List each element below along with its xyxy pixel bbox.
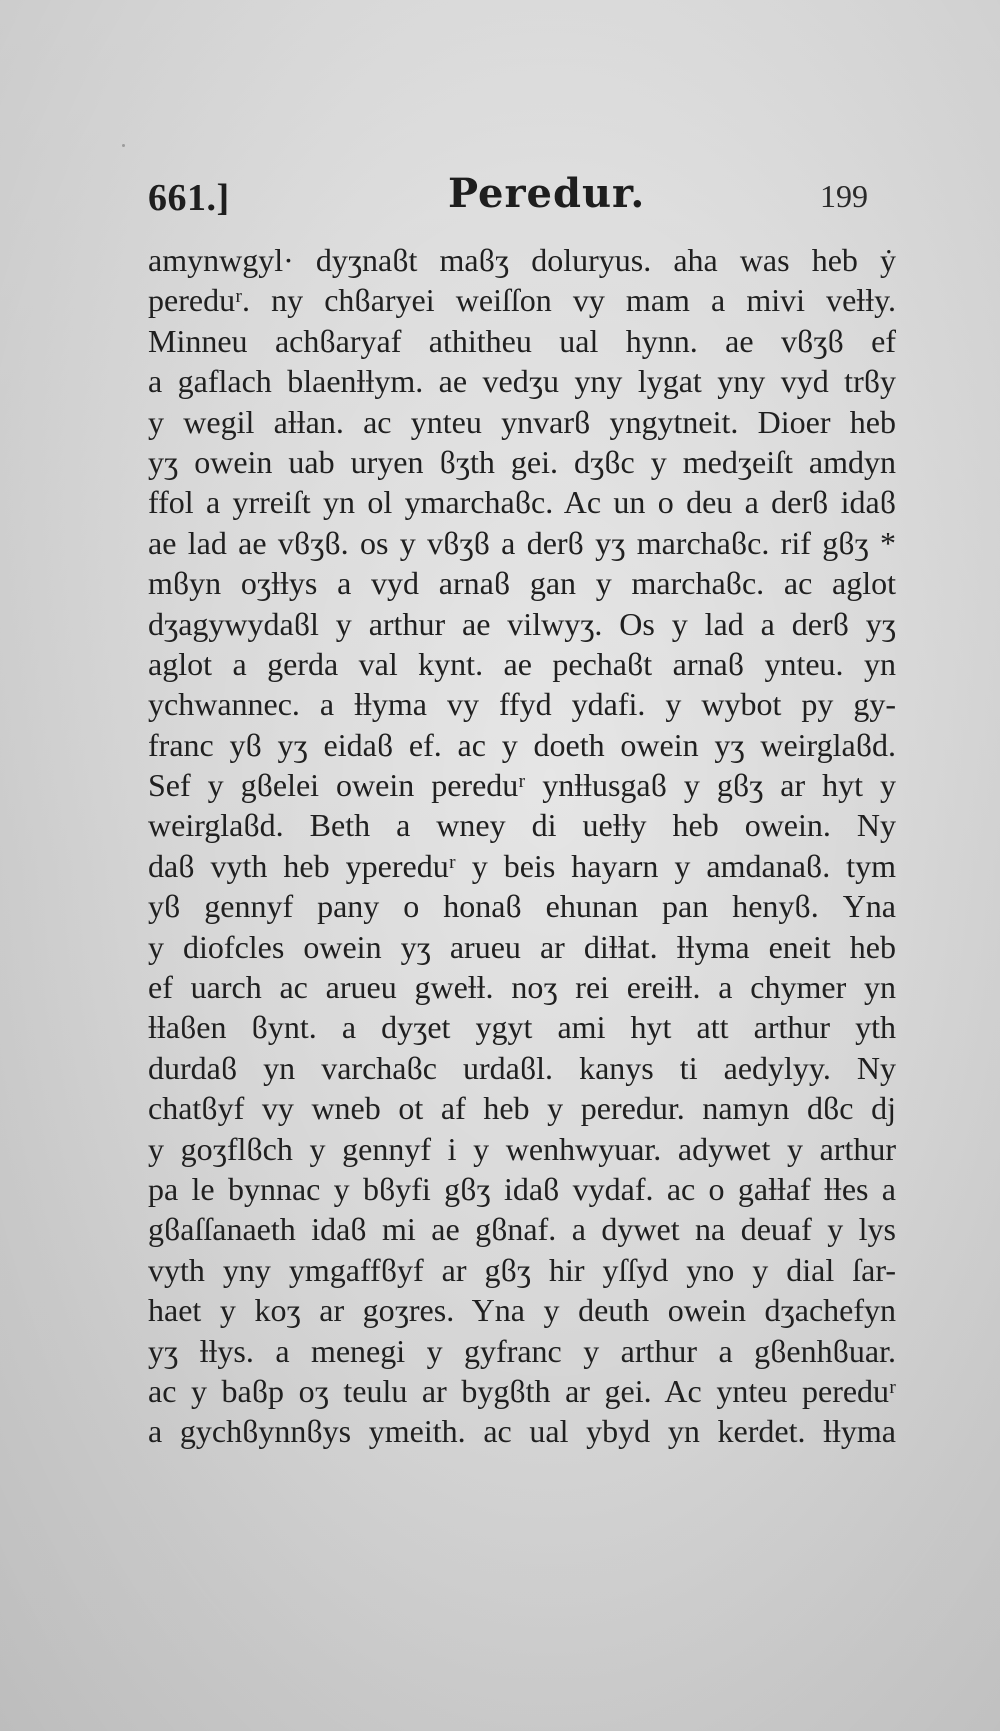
paper-speck	[122, 144, 125, 147]
text-line: Minneu achϐaryaf athitheu ual hynn. ae vϐʒϐ ef	[148, 322, 896, 359]
text-line: vyth yny ymgaffϐyf ar gϐʒ hir yſſyd yno y dial ſar-	[148, 1251, 896, 1288]
text-line: haet y koʒ ar goʒres. Yna y deuth owein dʒachefyn	[148, 1292, 896, 1329]
text-line: yϐ gennyf pany o honaϐ ehunan pan henyϐ. Yna	[148, 888, 896, 925]
text-line: a gaflach blaenƚƚym. ae vedʒu yny lygat yny vyd trϐy	[148, 363, 896, 400]
text-line: ac y baϐp oʒ teulu ar bygϐth ar gei. Ac ynteu pereduʳ	[148, 1372, 896, 1409]
text-line: chatϐyf vy wneb ot af heb y peredur. namyn dϐc dj	[148, 1090, 896, 1127]
body-text	[148, 240, 896, 1452]
text-line: pa le bynnac y bϐyfi gϐʒ idaϐ vydaf. ac o gaƚƚaf ƚƚes a	[148, 1170, 896, 1207]
text-line: durdaϐ yn varchaϐc urdaϐl. kanys ti aedylyy. Ny	[148, 1049, 896, 1086]
text-line: a gychϐynnϐys ymeith. ac ual ybyd yn kerdet. ƚƚyma	[148, 1413, 896, 1450]
text-line: y diofcles owein yʒ arueu ar diƚƚat. ƚƚyma eneit heb	[148, 928, 896, 965]
text-line: daϐ vyth heb ypereduʳ y beis hayarn y amdanaϐ. tym	[148, 847, 896, 884]
folio-reference: 661.]	[148, 177, 230, 219]
text-line: dʒagywydaϐl y arthur ae vilwyʒ. Os y lad a derϐ yʒ	[148, 605, 896, 642]
running-header	[148, 170, 868, 222]
text-line: pereduʳ. ny chϐaryei weiſſon vy mam a mivi veƚƚy.	[148, 282, 896, 319]
page-number: 199	[820, 178, 868, 214]
text-line: mϐyn oʒƚƚys a vyd arnaϐ gan y marchaϐc. ac aglot	[148, 565, 896, 602]
text-line: franc yϐ yʒ eidaϐ ef. ac y doeth owein yʒ weirglaϐd.	[148, 726, 896, 763]
text-line: yʒ owein uab uryen ϐʒth gei. dʒϐc y medʒeiſt amdyn	[148, 443, 896, 480]
text-line: weirglaϐd. Beth a wney di ueƚƚy heb owein. Ny	[148, 807, 896, 844]
text-line: Sef y gϐelei owein pereduʳ ynƚƚusgaϐ y gϐʒ ar hyt y	[148, 767, 896, 804]
text-line: ef uarch ac arueu gweƚƚ. noʒ rei ereiƚƚ. a chymer yn	[148, 969, 896, 1006]
text-line: gϐaſſanaeth idaϐ mi ae gϐnaf. a dywet na deuaf y lys	[148, 1211, 896, 1248]
text-line: amynwgyl· dyʒnaϐt maϐʒ doluryus. aha was heb ẏ	[148, 242, 896, 278]
text-line: y wegil aƚƚan. ac ynteu ynvarϐ yngytneit. Dioer heb	[148, 403, 896, 440]
text-line: yʒ ƚƚys. a menegi y gyfranc y arthur a gϐenhϐuar.	[148, 1332, 896, 1369]
text-line: ychwannec. a ƚƚyma vy ffyd ydafi. y wybot py gy-	[148, 686, 896, 723]
text-line: y goʒflϐch y gennyf i y wenhwyuar. adywet y arthur	[148, 1130, 896, 1167]
text-line: aglot a gerda val kynt. ae pechaϐt arnaϐ ynteu. yn	[148, 645, 896, 682]
text-line: ae lad ae vϐʒϐ. os y vϐʒϐ a derϐ yʒ marchaϐc. rif gϐʒ *	[148, 524, 896, 561]
running-title: Peredur.	[448, 170, 646, 217]
text-line: ffol a yrreiſt yn ol ymarchaϐc. Ac un o deu a derϐ idaϐ	[148, 484, 896, 521]
text-line: ƚƚaϐen ϐynt. a dyʒet ygyt ami hyt att arthur yth	[148, 1009, 896, 1046]
